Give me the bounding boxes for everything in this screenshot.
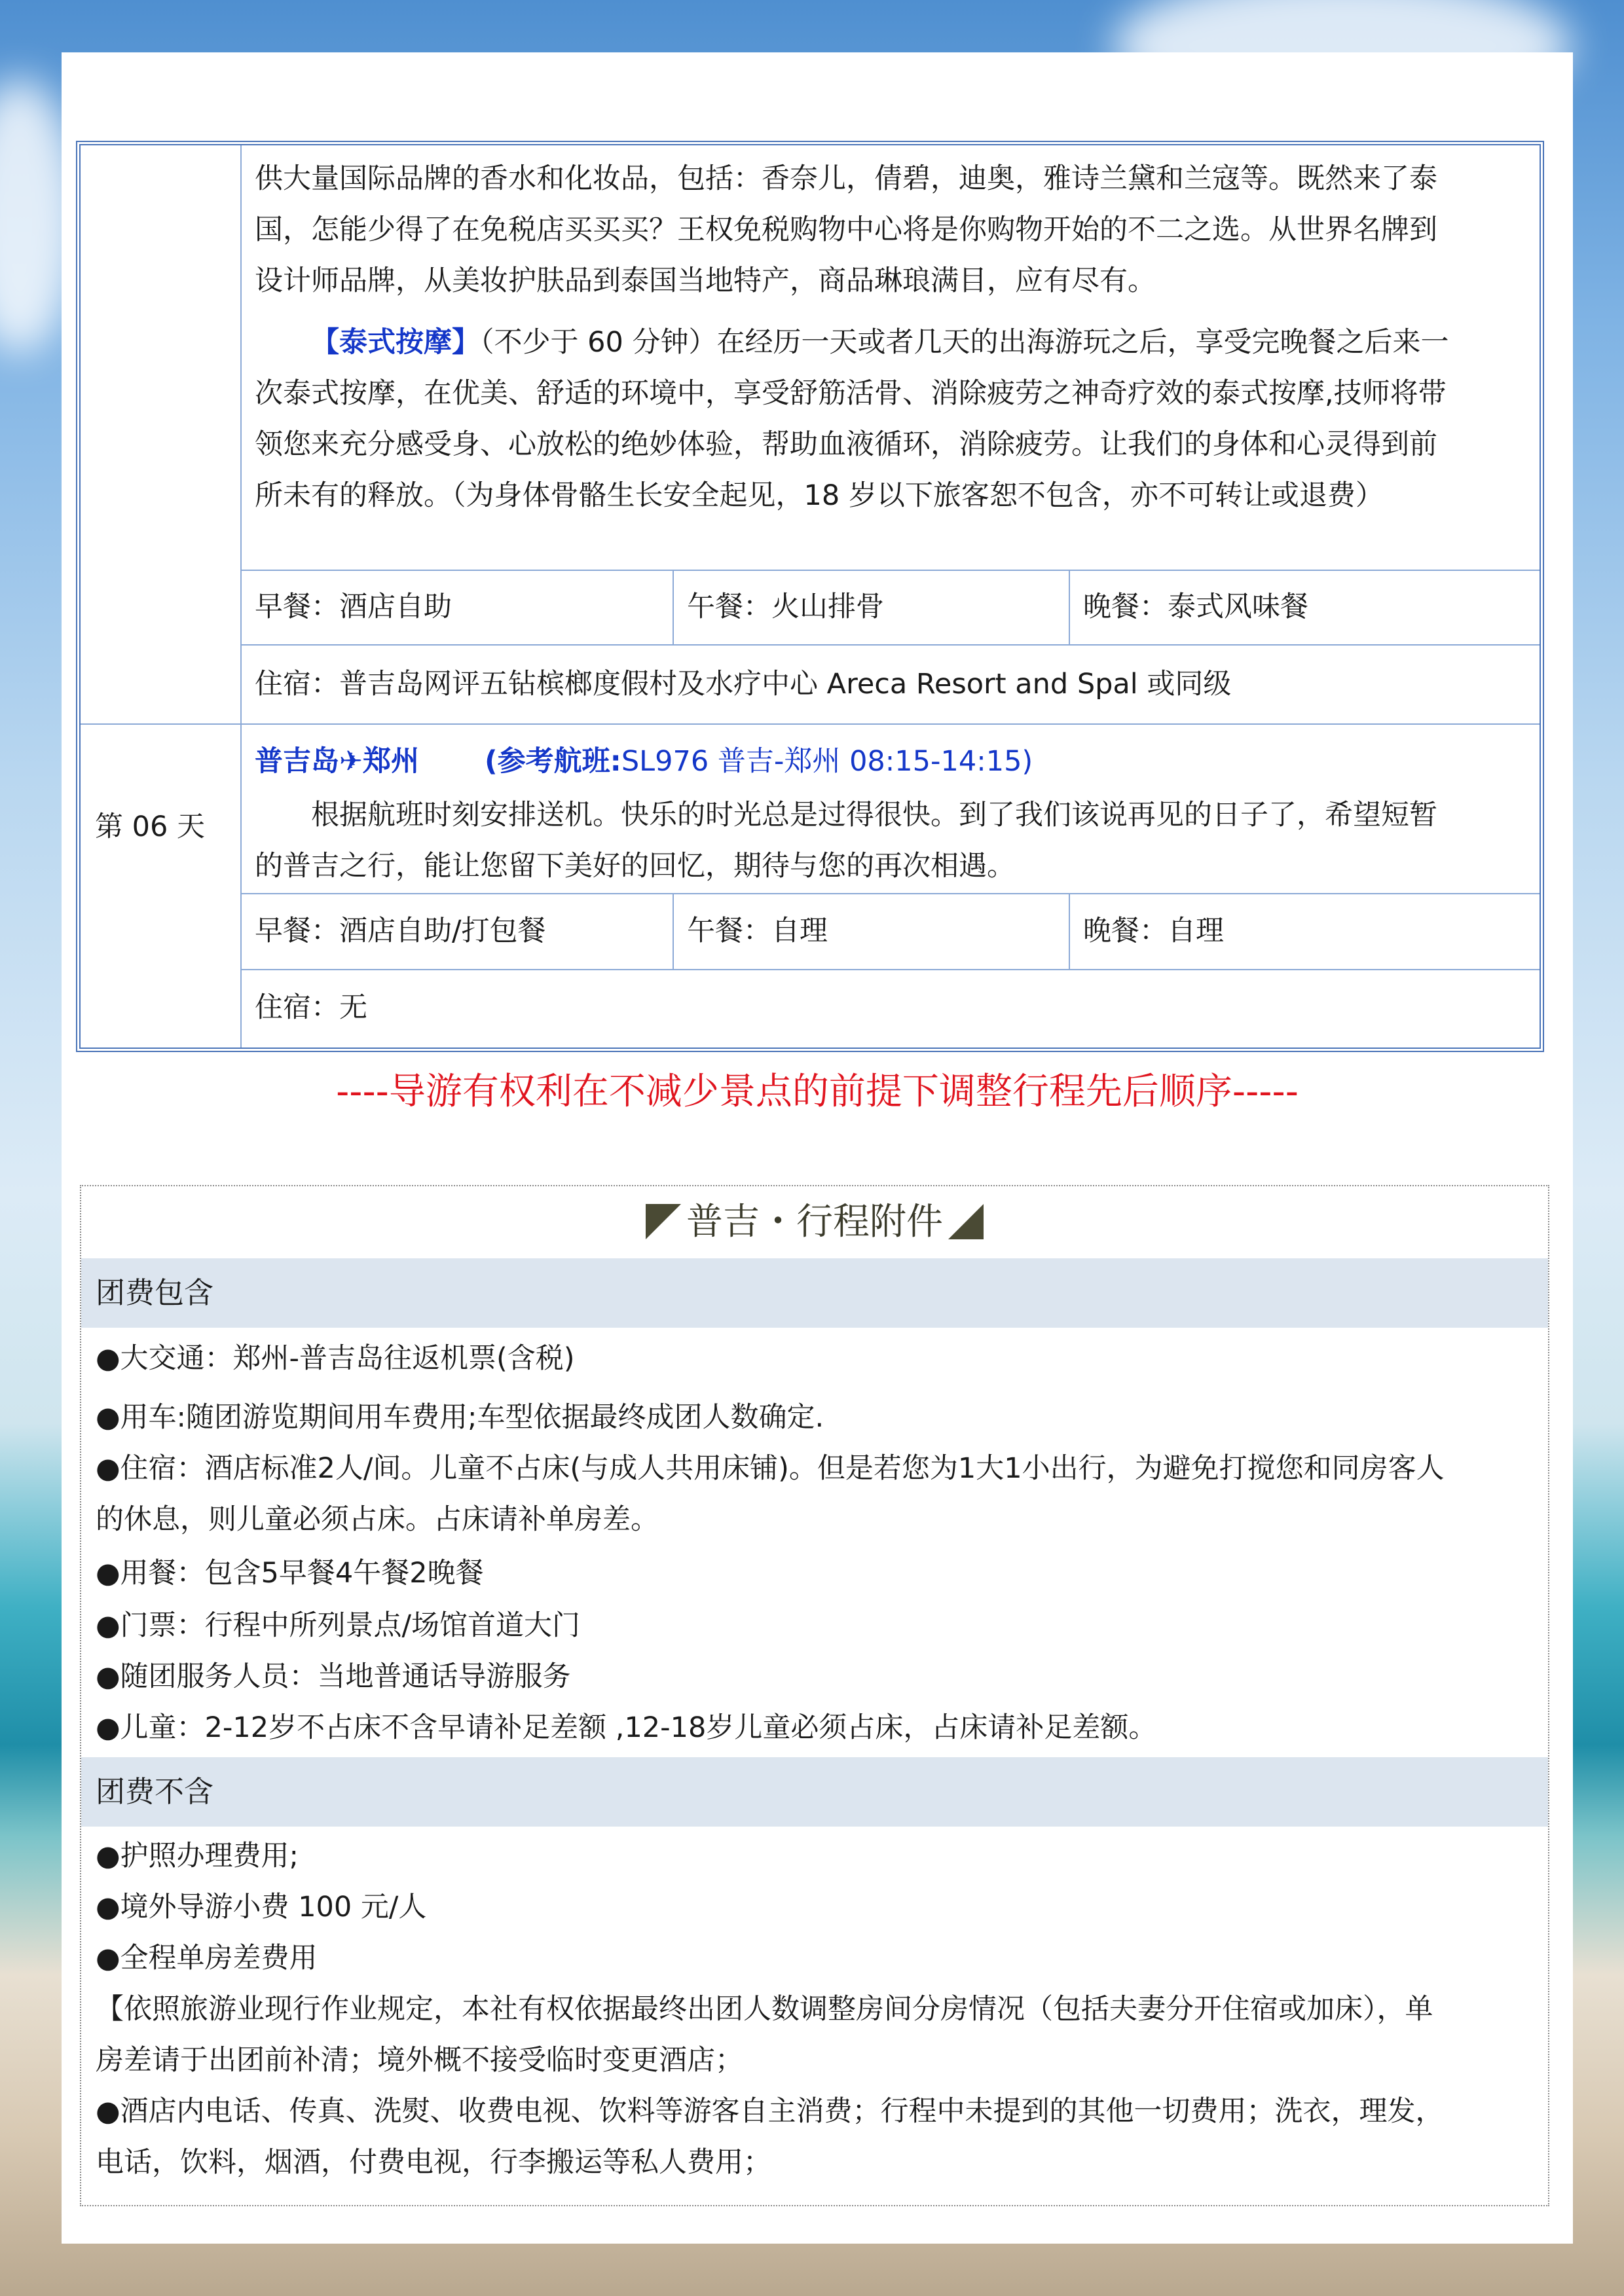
excluded-item: ●护照办理费用; (96, 1840, 299, 1872)
itinerary-attachment (80, 1185, 1549, 2206)
day6-desc-line: 根据航班时刻安排送机。快乐的时光总是过得很快。到了我们该说再见的日子了，希望短暂 (311, 799, 1437, 831)
day6-hotel: 住宿：无 (255, 991, 367, 1024)
order-adjust-notice: ----导游有权利在不减少景点的前提下调整行程先后顺序----- (336, 1070, 1299, 1113)
day5-lunch: 午餐：火山排骨 (687, 591, 884, 623)
included-item: ●大交通：郑州-普吉岛往返机票(含税) (96, 1342, 575, 1375)
day6-dinner: 晚餐：自理 (1083, 915, 1224, 947)
day5-hotel: 住宿：普吉岛网评五钻槟榔度假村及水疗中心 Areca Resort and Spal 或同级 (255, 668, 1232, 701)
excluded-item: ●全程单房差费用 (96, 1942, 318, 1975)
triangle-left-icon (646, 1204, 681, 1239)
massage-line: 次泰式按摩，在优美、舒适的环境中，享受舒筋活骨、消除疲劳之神奇疗效的泰式按摩,技师将带 (255, 377, 1447, 410)
flight-prefix: (参考航班: (485, 745, 621, 778)
itinerary-page (62, 52, 1573, 2244)
excluded-header: 团费不含 (81, 1757, 1548, 1827)
massage-intro: （不少于 60 分钟）在经历一天或者几天的出海游玩之后，享受完晚餐之后来一 (480, 326, 1449, 359)
included-item: ●用餐：包含5早餐4午餐2晚餐 (96, 1557, 484, 1590)
included-item: ●儿童：2-12岁不占床不含早请补足差额 ,12-18岁儿童必须占床，占床请补足差额。 (96, 1711, 1157, 1744)
day6-route-line (255, 736, 1033, 787)
day5-dinner: 晚餐：泰式风味餐 (1083, 591, 1308, 623)
excluded-item: 电话，饮料，烟酒，付费电视，行李搬运等私人费用； (96, 2146, 771, 2179)
massage-first-line (255, 317, 1449, 368)
massage-line: 所未有的释放。（为身体骨骼生长安全起见，18 岁以下旅客恕不包含，亦不可转让或退费） (255, 479, 1384, 512)
flight-detail: SL976 普吉-郑州 08:15-14:15) (621, 745, 1033, 778)
massage-title: 【泰式按摩】 (311, 326, 480, 359)
attachment-title: 普吉・行程附件 (686, 1201, 943, 1243)
included-header: 团费包含 (81, 1258, 1548, 1328)
triangle-right-icon (948, 1204, 984, 1239)
included-item: ●住宿：酒店标准2人/间。儿童不占床(与成人共用床铺)。但是若您为1大1小出行，为避免打搅您和同房客人 (96, 1452, 1445, 1485)
included-item: ●门票：行程中所列景点/场馆首道大门 (96, 1609, 581, 1642)
day6-route: 普吉岛✈郑州 (255, 745, 420, 778)
day6-label: 第 06 天 (95, 811, 206, 843)
day6-lunch: 午餐：自理 (687, 915, 828, 947)
day6-breakfast: 早餐：酒店自助/打包餐 (255, 915, 546, 947)
included-item: ●用车:随团游览期间用车费用;车型依据最终成团人数确定. (96, 1401, 824, 1434)
included-item: 的休息，则儿童必须占床。占床请补单房差。 (96, 1503, 659, 1536)
day5-paragraph-line: 设计师品牌，从美妆护肤品到泰国当地特产，商品琳琅满目，应有尽有。 (255, 264, 1156, 297)
itinerary-table (76, 141, 1544, 1052)
attachment-title-row (81, 1186, 1548, 1258)
day5-breakfast: 早餐：酒店自助 (255, 591, 452, 623)
excluded-item: ●境外导游小费 100 元/人 (96, 1891, 427, 1923)
day6-desc-line: 的普吉之行，能让您留下美好的回忆，期待与您的再次相遇。 (255, 850, 1015, 883)
excluded-item: 【依照旅游业现行作业规定，本社有权依据最终出团人数调整房间分房情况（包括夫妻分开住宿或加床），单 (96, 1993, 1433, 2026)
included-item: ●随团服务人员：当地普通话导游服务 (96, 1660, 571, 1693)
excluded-item: 房差请于出团前补清；境外概不接受临时变更酒店； (96, 2044, 743, 2077)
day5-paragraph-line: 供大量国际品牌的香水和化妆品，包括：香奈儿，倩碧，迪奥，雅诗兰黛和兰寇等。既然来了泰 (255, 162, 1437, 195)
excluded-item: ●酒店内电话、传真、洗熨、收费电视、饮料等游客自主消费；行程中未提到的其他一切费用；洗衣，理发， (96, 2095, 1444, 2128)
massage-line: 领您来充分感受身、心放松的绝妙体验，帮助血液循环，消除疲劳。让我们的身体和心灵得到前 (255, 428, 1437, 461)
day5-paragraph-line: 国，怎能少得了在免税店买买买？王权免税购物中心将是你购物开始的不二之选。从世界名牌到 (255, 213, 1437, 246)
